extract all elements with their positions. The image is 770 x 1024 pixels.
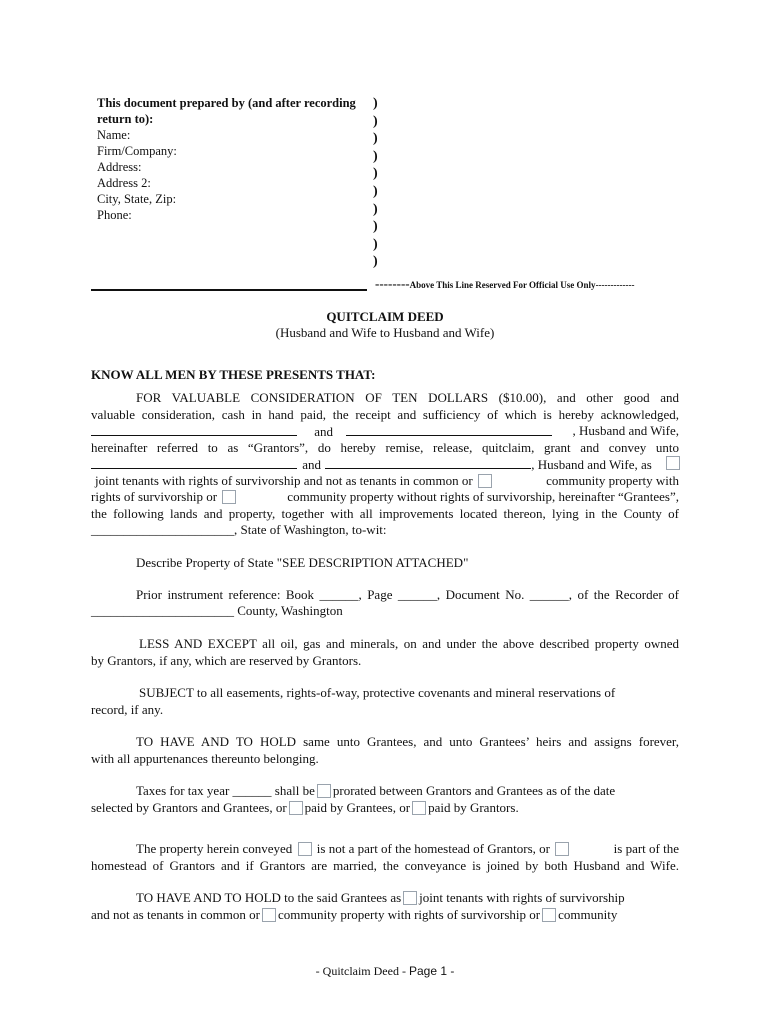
not-homestead-checkbox[interactable] (298, 842, 312, 856)
taxes-text-c: selected by Grantors and Grantees, or (91, 799, 287, 815)
address-field-label: Address: (97, 160, 142, 174)
page-subtitle: (Husband and Wife to Husband and Wife) (275, 325, 495, 340)
grantees-community-with-checkbox[interactable] (262, 908, 276, 922)
community-without-text: community property without rights of survivorship, hereinafter “Grantees”, (287, 489, 679, 504)
taxes-text-d: paid by Grantees, or (304, 799, 411, 815)
grantee-2-blank[interactable] (325, 456, 531, 469)
paren: ) (373, 254, 378, 270)
consideration-line-2: valuable consideration, cash in hand paid, the receipt and sufficiency of which is hereby acknowledged, (91, 406, 679, 422)
have-hold-2-text-c: and not as tenants in common or (91, 906, 260, 922)
rights-survivorship-text: rights of survivorship or (91, 489, 218, 504)
official-use-line (375, 276, 635, 292)
subject-line-2: record, if any. (91, 702, 164, 717)
grantees-joint-tenants-checkbox[interactable] (403, 891, 417, 905)
official-tail: ------------- (595, 280, 635, 290)
less-except-line-1: LESS AND EXCEPT all oil, gas and minerals, on and under the above described property owned (139, 636, 679, 651)
prepared-by-label: This document prepared by (and after recording (97, 96, 356, 110)
grantee-names-line (91, 456, 679, 473)
have-hold-2-line-1 (136, 890, 625, 906)
taxes-line-1 (136, 783, 615, 799)
prior-reference-line-2: ______________________ County, Washington (91, 603, 343, 618)
and-label: and (314, 424, 334, 439)
homestead-line-2: homestead of Grantors and if Grantors are married, the conveyance is joined by both Husband and Wife. (91, 857, 679, 873)
have-hold-line-2: with all appurtenances thereunto belonging. (91, 750, 319, 766)
firm-field-label: Firm/Company: (97, 144, 177, 158)
page-number: Page 1 - (408, 964, 455, 978)
grantor-names-line (91, 423, 679, 440)
have-hold-2-text-e: community (558, 906, 618, 922)
describe-property: Describe Property of State "SEE DESCRIPTION ATTACHED" (136, 555, 469, 570)
address2-field-label: Address 2: (97, 176, 151, 190)
name-field-label: Name: (97, 128, 131, 142)
paren: ) (373, 113, 378, 129)
paren: ) (373, 236, 378, 252)
grantor-1-blank[interactable] (91, 423, 297, 436)
consideration-line-1: FOR VALUABLE CONSIDERATION OF TEN DOLLARS ($10.00), and other good and (136, 390, 679, 405)
have-hold-2-text-b: joint tenants with rights of survivorship (419, 890, 625, 905)
taxes-text-b: prorated between Grantors and Grantees as of the date (332, 783, 616, 798)
official-dashes: -------- (375, 276, 410, 291)
community-with-survivorship-checkbox[interactable] (478, 474, 492, 488)
homestead-text-b: is not a part of the homestead of Grantors, or (316, 841, 551, 856)
paren: ) (373, 148, 378, 164)
prorated-checkbox[interactable] (317, 784, 331, 798)
prior-reference-line-1: Prior instrument reference: Book ______, Page ______, Document No. ______, of the Recorder of (136, 587, 679, 602)
tenancy-line-1 (95, 473, 679, 489)
husband-wife-as-label: , Husband and Wife, as (531, 457, 652, 472)
lands-line: the following lands and property, together with all improvements located thereon, lying in the County of (91, 505, 679, 521)
taxes-line-2 (91, 800, 519, 816)
grantees-community-checkbox[interactable] (542, 908, 556, 922)
recording-divider (91, 289, 367, 291)
grantors-definition-line: hereinafter referred to as “Grantors”, do hereby remise, release, quitclaim, grant and convey unto (91, 440, 679, 455)
less-except-line-2: by Grantors, if any, which are reserved by Grantors. (91, 652, 362, 668)
grantee-1-blank[interactable] (91, 456, 297, 469)
city-state-zip-field-label: City, State, Zip: (97, 192, 177, 206)
know-all-heading: KNOW ALL MEN BY THESE PRESENTS THAT: (91, 367, 376, 382)
community-without-survivorship-checkbox[interactable] (222, 490, 236, 504)
official-use-label: Above This Line Reserved For Official Use Only (409, 280, 596, 290)
page-title: QUITCLAIM DEED (326, 309, 444, 324)
tenancy-line-2 (91, 489, 679, 505)
is-homestead-checkbox[interactable] (555, 842, 569, 856)
paid-by-grantors-checkbox[interactable] (412, 801, 426, 815)
community-with-text: community property with (546, 472, 679, 488)
page-footer (0, 964, 770, 979)
paren: ) (373, 166, 378, 182)
paren: ) (373, 184, 378, 199)
homestead-line-1 (136, 841, 679, 857)
husband-wife-label: , Husband and Wife, (572, 423, 679, 438)
return-to-label: return to): (97, 112, 154, 126)
paren: ) (373, 96, 378, 111)
have-hold-line-1: TO HAVE AND TO HOLD same unto Grantees, and unto Grantees’ heirs and assigns forever, (136, 734, 679, 749)
homestead-text-a: The property herein conveyed (136, 841, 293, 856)
county-line: ______________________, State of Washington, to-wit: (91, 522, 387, 537)
have-hold-2-text-a: TO HAVE AND TO HOLD to the said Grantees as (136, 890, 402, 905)
taxes-text-a: Taxes for tax year ______ shall be (136, 783, 315, 798)
have-hold-2-line-2 (91, 907, 617, 923)
paid-by-grantees-checkbox[interactable] (289, 801, 303, 815)
taxes-text-e: paid by Grantors. (428, 799, 519, 815)
footer-label: - Quitclaim Deed - (315, 964, 409, 978)
subject-line-1: SUBJECT to all easements, rights-of-way, protective covenants and mineral reservations of (139, 685, 616, 700)
joint-tenants-text: joint tenants with rights of survivorship and not as tenants in common or (95, 472, 473, 488)
have-hold-2-text-d: community property with rights of survivorship or (277, 906, 541, 922)
paren: ) (373, 219, 378, 235)
phone-field-label: Phone: (97, 208, 132, 222)
joint-tenants-checkbox[interactable] (666, 456, 680, 470)
and-label: and (302, 457, 322, 472)
grantor-2-blank[interactable] (346, 423, 552, 436)
homestead-text-c: is part of the (613, 841, 679, 856)
paren: ) (373, 201, 378, 217)
paren: ) (373, 131, 378, 147)
